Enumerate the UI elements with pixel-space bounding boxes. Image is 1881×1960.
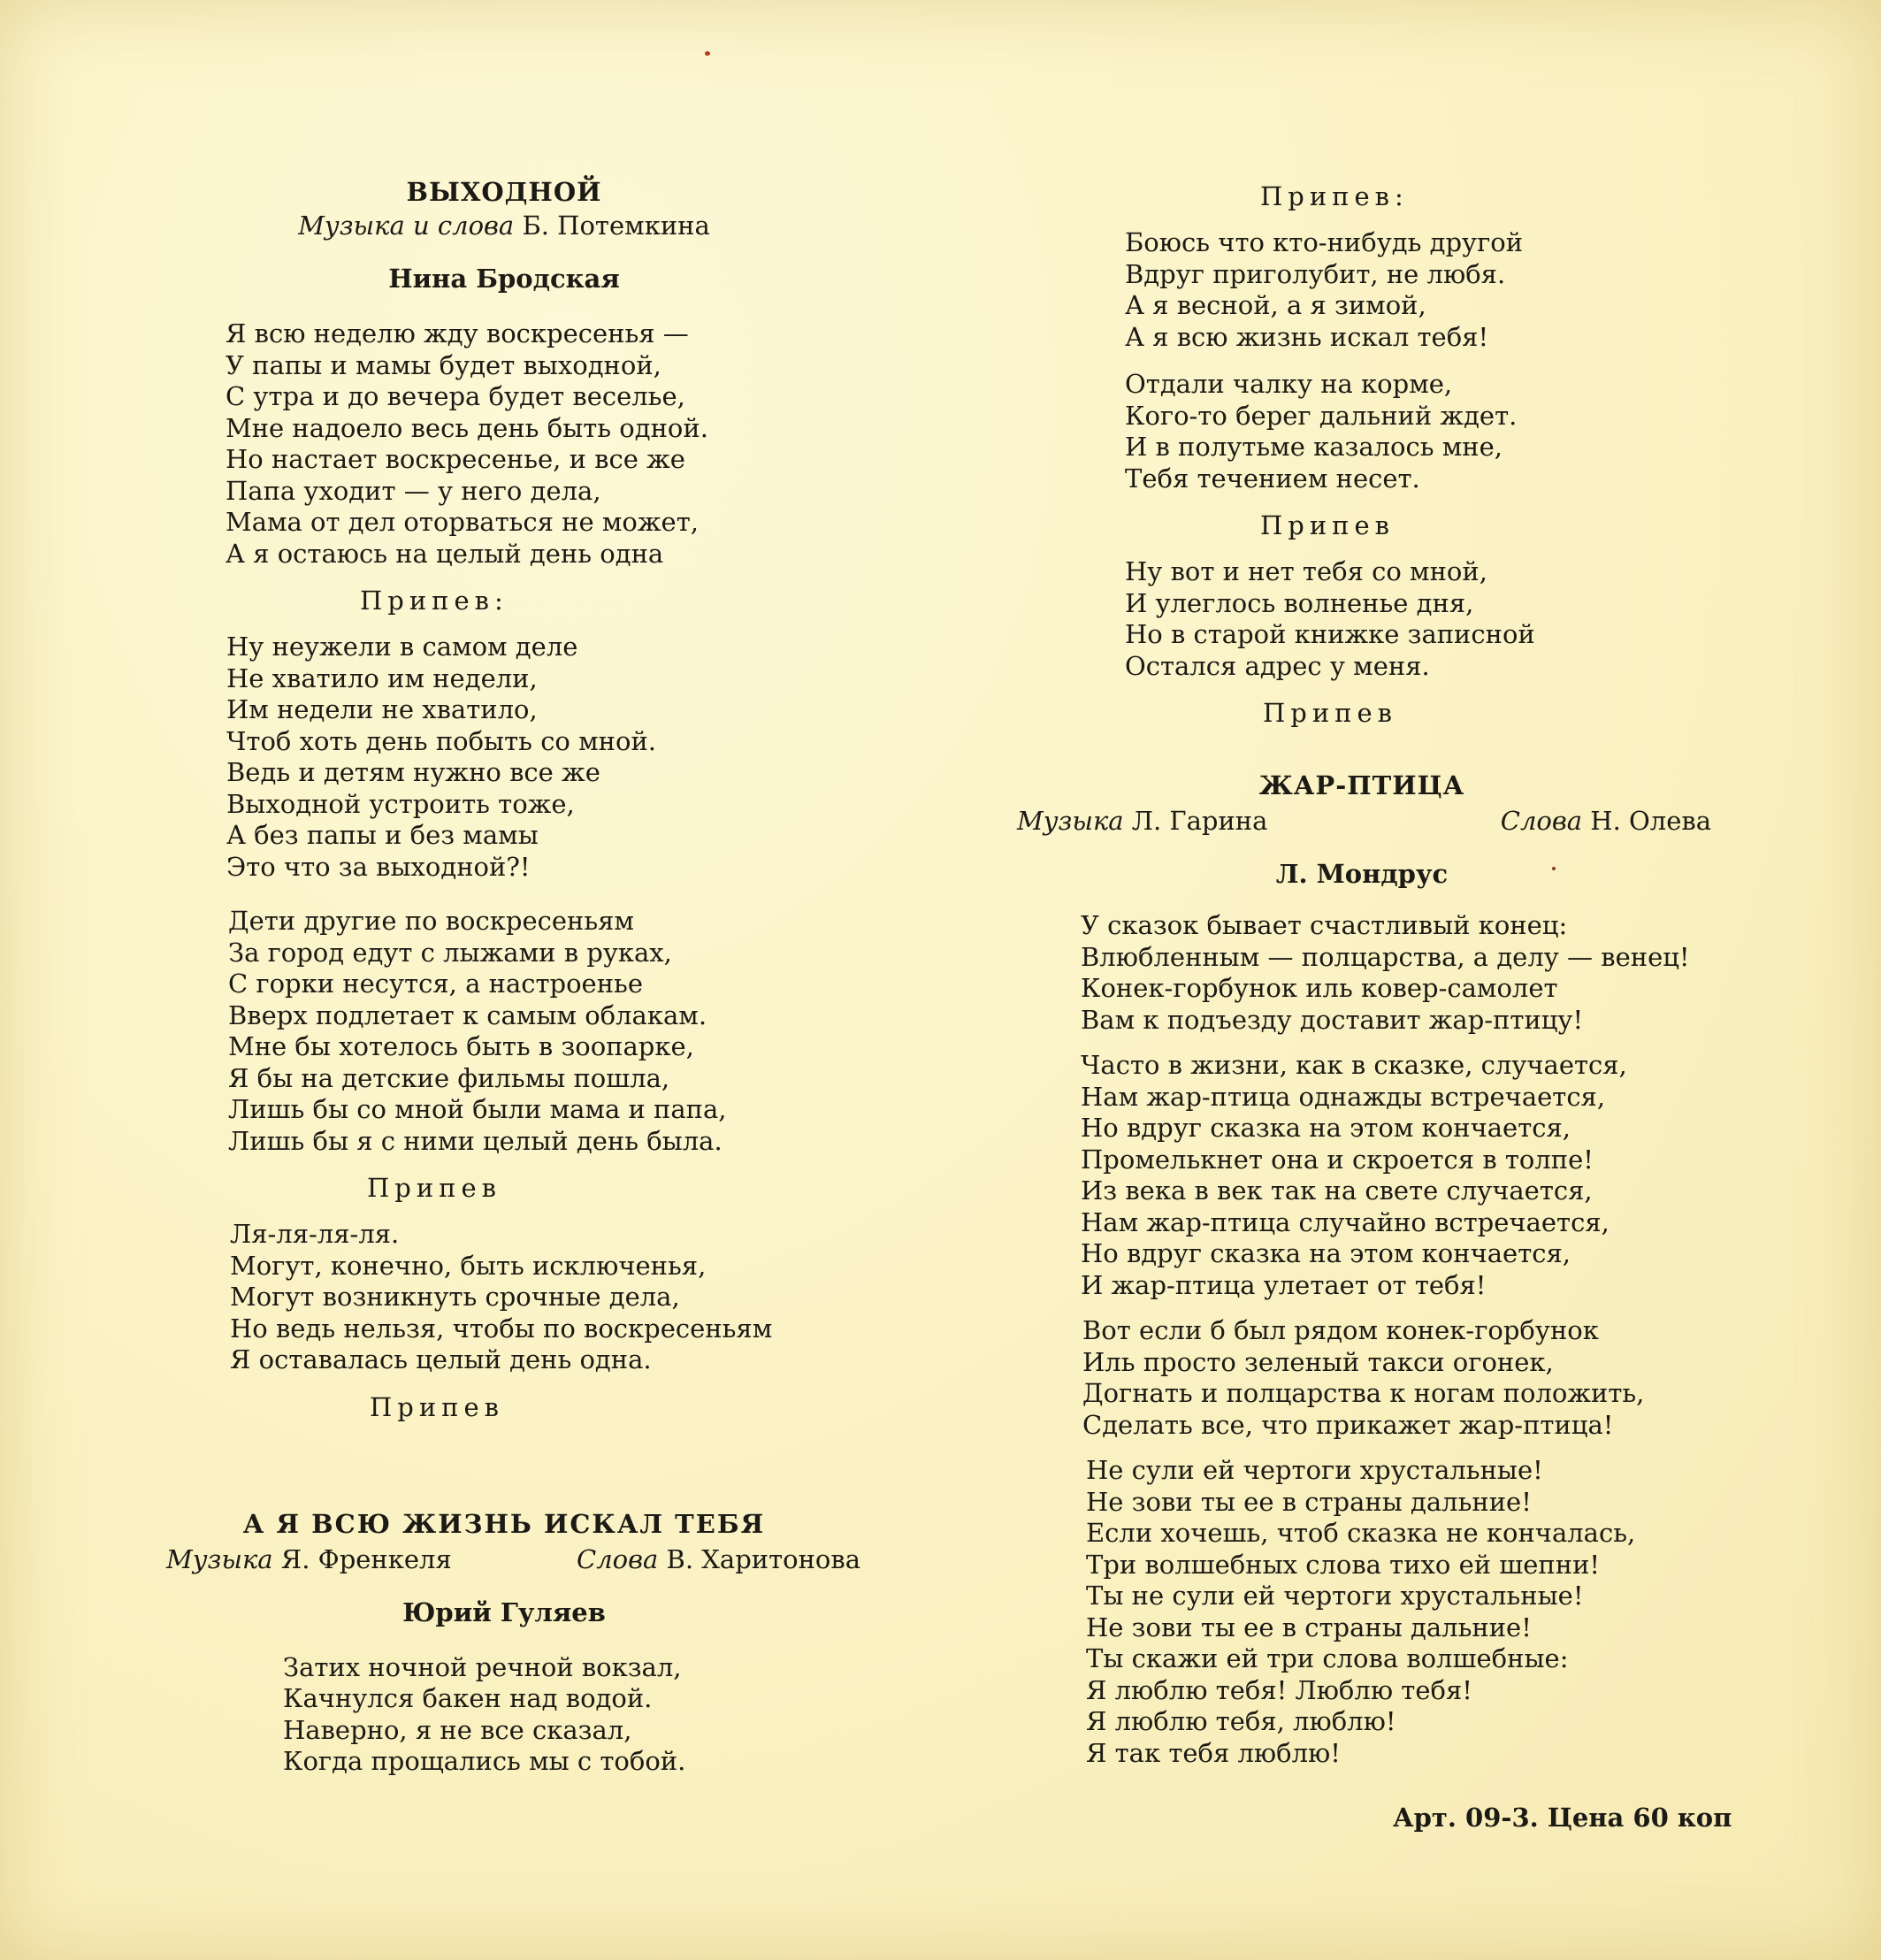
chorus-label: Припев: (360, 586, 508, 616)
lyricist-name: Н. Олева (1590, 806, 1711, 836)
song-title: ВЫХОДНОЙ (406, 177, 602, 207)
credit-label: Музыка и слова (298, 211, 515, 241)
verse: Часто в жизни, как в сказке, случается, Нам жар-птица однажды встречается, Но вдруг сказка на этом кончается, Промелькнет она и скроется в толпе! Из века в век так на свете случается, Нам жар-птица случайно встречается, Но вдруг сказка на этом кончается, И жар-птица улетает от тебя! (1081, 1050, 1627, 1300)
song-zhar-ptitsa (1017, 770, 1742, 1769)
music-label: Музыка (1017, 806, 1124, 836)
verse: Ну вот и нет тебя со мной, И улеглось волненье дня, Но в старой книжке записной Остался адрес у меня. (1125, 556, 1535, 681)
chorus-text: Боюсь что кто-нибудь другой Вдруг приголубит, не любя. А я весной, а я зимой, А я всю жизнь искал тебя! (1125, 227, 1524, 352)
verse: Затих ночной речной вокзал, Качнулся бакен над водой. Наверно, я не все сказал, Когда прощались мы с тобой. (283, 1651, 686, 1776)
song-zhizn-iskal-continued (1017, 181, 1742, 728)
words-label: Слова (1500, 806, 1583, 836)
performer-name: Нина Бродская (388, 264, 620, 294)
verse: У сказок бывает счастливый конец: Влюбленным — полцарства, а делу — венец! Конек-горбунок иль ковер-самолет Вам к подъезду доставит жар-птицу! (1081, 910, 1690, 1035)
chorus-label: Припев (370, 1391, 504, 1422)
composer-name: Л. Гарина (1131, 806, 1268, 836)
chorus-label: Припев: (1260, 181, 1409, 211)
verse: Я всю неделю жду воскресенья — У папы и мамы будет выходной, С утра и до вечера будет веселье, Мне надоело весь день быть одной. Но настает воскресенье, и все же Папа уходит — у него дела, Мама от дел оторваться не может, А я остаюсь на целый день одна (226, 318, 708, 569)
right-column (1017, 181, 1742, 1769)
song-title: ЖАР-ПТИЦА (1258, 770, 1465, 800)
performer-name: Л. Мондрус (1275, 859, 1449, 889)
song-zhizn-iskal (168, 1509, 893, 1778)
chorus-text: Ну неужели в самом деле Не хватило им недели, Им недели не хватило, Чтоб хоть день побыть со мной. Ведь и детям нужно все же Выходной устроить тоже, А без папы и без мамы Это что за выходной?! (226, 632, 657, 882)
verse: Дети другие по воскресеньям За город едут с лыжами в руках, С горки несутся, а настроенье Вверх подлетает к самым облакам. Мне бы хотелось быть в зоопарке, Я бы на детские фильмы пошла, Лишь бы со мной были мама и папа, Лишь бы я с ними целый день была. (228, 906, 727, 1156)
chorus-label: Припев (367, 1173, 501, 1203)
chorus-label: Припев (1260, 510, 1395, 540)
music-credit (166, 1544, 452, 1574)
verse: Ля-ля-ля-ля. Могут, конечно, быть исключенья, Могут возникнуть срочные дела, Но ведь нельзя, чтобы по воскресеньям Я оставалась целый день одна. (230, 1219, 773, 1374)
song-title: А Я ВСЮ ЖИЗНЬ ИСКАЛ ТЕБЯ (242, 1508, 766, 1539)
song-credit (1017, 806, 1711, 836)
lyricist-name: В. Харитонова (666, 1543, 860, 1574)
credit-name: Б. Потемкина (522, 211, 710, 241)
verse: Вот если б был рядом конек-горбунок Иль просто зеленый такси огонек, Догнать и полцарства к ногам положить, Сделать все, что прикажет жар-птица! (1082, 1315, 1645, 1440)
song-vykhodnoy (168, 177, 893, 1422)
song-credit (168, 211, 840, 241)
verse: Отдали чалку на корме, Кого-то берег дальний ждет. И в полутьме казалось мне, Тебя течением несет. (1125, 369, 1518, 494)
performer-name: Юрий Гуляев (402, 1596, 606, 1627)
composer-name: Я. Френкеля (280, 1543, 452, 1574)
chorus-label: Припев (1263, 698, 1397, 728)
words-credit (1501, 806, 1711, 836)
verse: Не сули ей чертоги хрустальные! Не зови ты ее в страны дальние! Если хочешь, чтоб сказка не кончалась, Три волшебных слова тихо ей шепни! Ты не сули ей чертоги хрустальные! Не зови ты ее в страны дальние! Ты скажи ей три слова волшебные: Я люблю тебя! Люблю тебя! Я люблю тебя, люблю! Я так тебя люблю! (1086, 1455, 1636, 1768)
price-label: Арт. 09-3. Цена 60 коп (1393, 1803, 1732, 1833)
song-credit (166, 1544, 860, 1574)
ink-spot (705, 51, 710, 56)
music-credit (1017, 806, 1267, 836)
left-column (168, 177, 893, 1778)
words-label: Слова (577, 1543, 659, 1574)
words-credit (577, 1544, 860, 1574)
music-label: Музыка (166, 1543, 273, 1574)
